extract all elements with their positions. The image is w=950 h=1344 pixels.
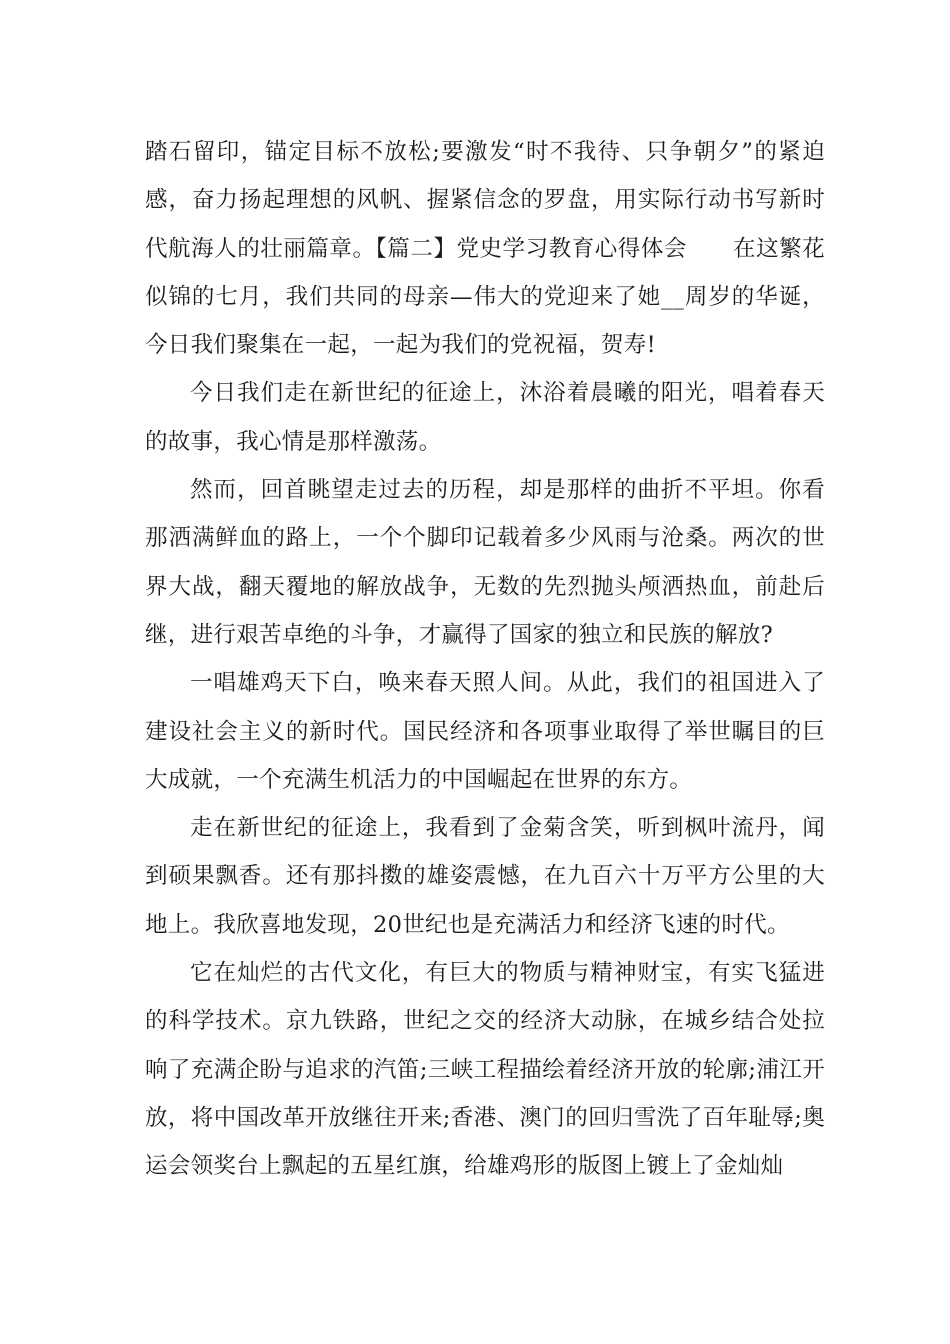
paragraph-5: 走在新世纪的征途上，我看到了金菊含笑，听到枫叶流丹，闻到硕果飘香。还有那抖擞的雄姿震憾，在九百六十万平方公里的大地上。我欣喜地发现，20世纪也是充满活力和经济飞速的时代。 bbox=[145, 815, 825, 938]
document-body bbox=[145, 128, 825, 1191]
paragraph-3: 然而，回首眺望走过去的历程，却是那样的曲折不平坦。你看那洒满鲜血的路上，一个个脚印记载着多少风雨与沧桑。两次的世界大战，翻天覆地的解放战争，无数的先烈抛头颅洒热血，前赴后继，进行艰苦卓绝的斗争，才赢得了国家的独立和民族的解放? bbox=[145, 477, 825, 648]
paragraph-2: 今日我们走在新世纪的征途上，沐浴着晨曦的阳光，唱着春天的故事，我心情是那样激荡。 bbox=[145, 380, 825, 455]
paragraph-1: 踏石留印，锚定目标不放松;要激发“时不我待、只争朝夕”的紧迫感，奋力扬起理想的风帆、握紧信念的罗盘，用实际行动书写新时代航海人的壮丽篇章。【篇二】党史学习教育心得体会 在这繁花似锦的七月，我们共同的母亲—伟大的党迎来了她__周岁的华诞，今日我们聚集在一起，一起为我们的党祝福，贺寿! bbox=[145, 139, 825, 359]
paragraph-6: 它在灿烂的古代文化，有巨大的物质与精神财宝，有实飞猛进的科学技术。京九铁路，世纪之交的经济大动脉，在城乡结合处拉响了充满企盼与追求的汽笛;三峡工程描绘着经济开放的轮廓;浦江开放，将中国改革开放继往开来;香港、澳门的回归雪洗了百年耻辱;奥运会领奖台上飘起的五星红旗，给雄鸡形的版图上镀上了金灿灿 bbox=[145, 960, 825, 1180]
paragraph-4: 一唱雄鸡天下白，唤来春天照人间。从此，我们的祖国进入了建设社会主义的新时代。国民经济和各项事业取得了举世瞩目的巨大成就，一个充满生机活力的中国崛起在世界的东方。 bbox=[145, 670, 825, 793]
